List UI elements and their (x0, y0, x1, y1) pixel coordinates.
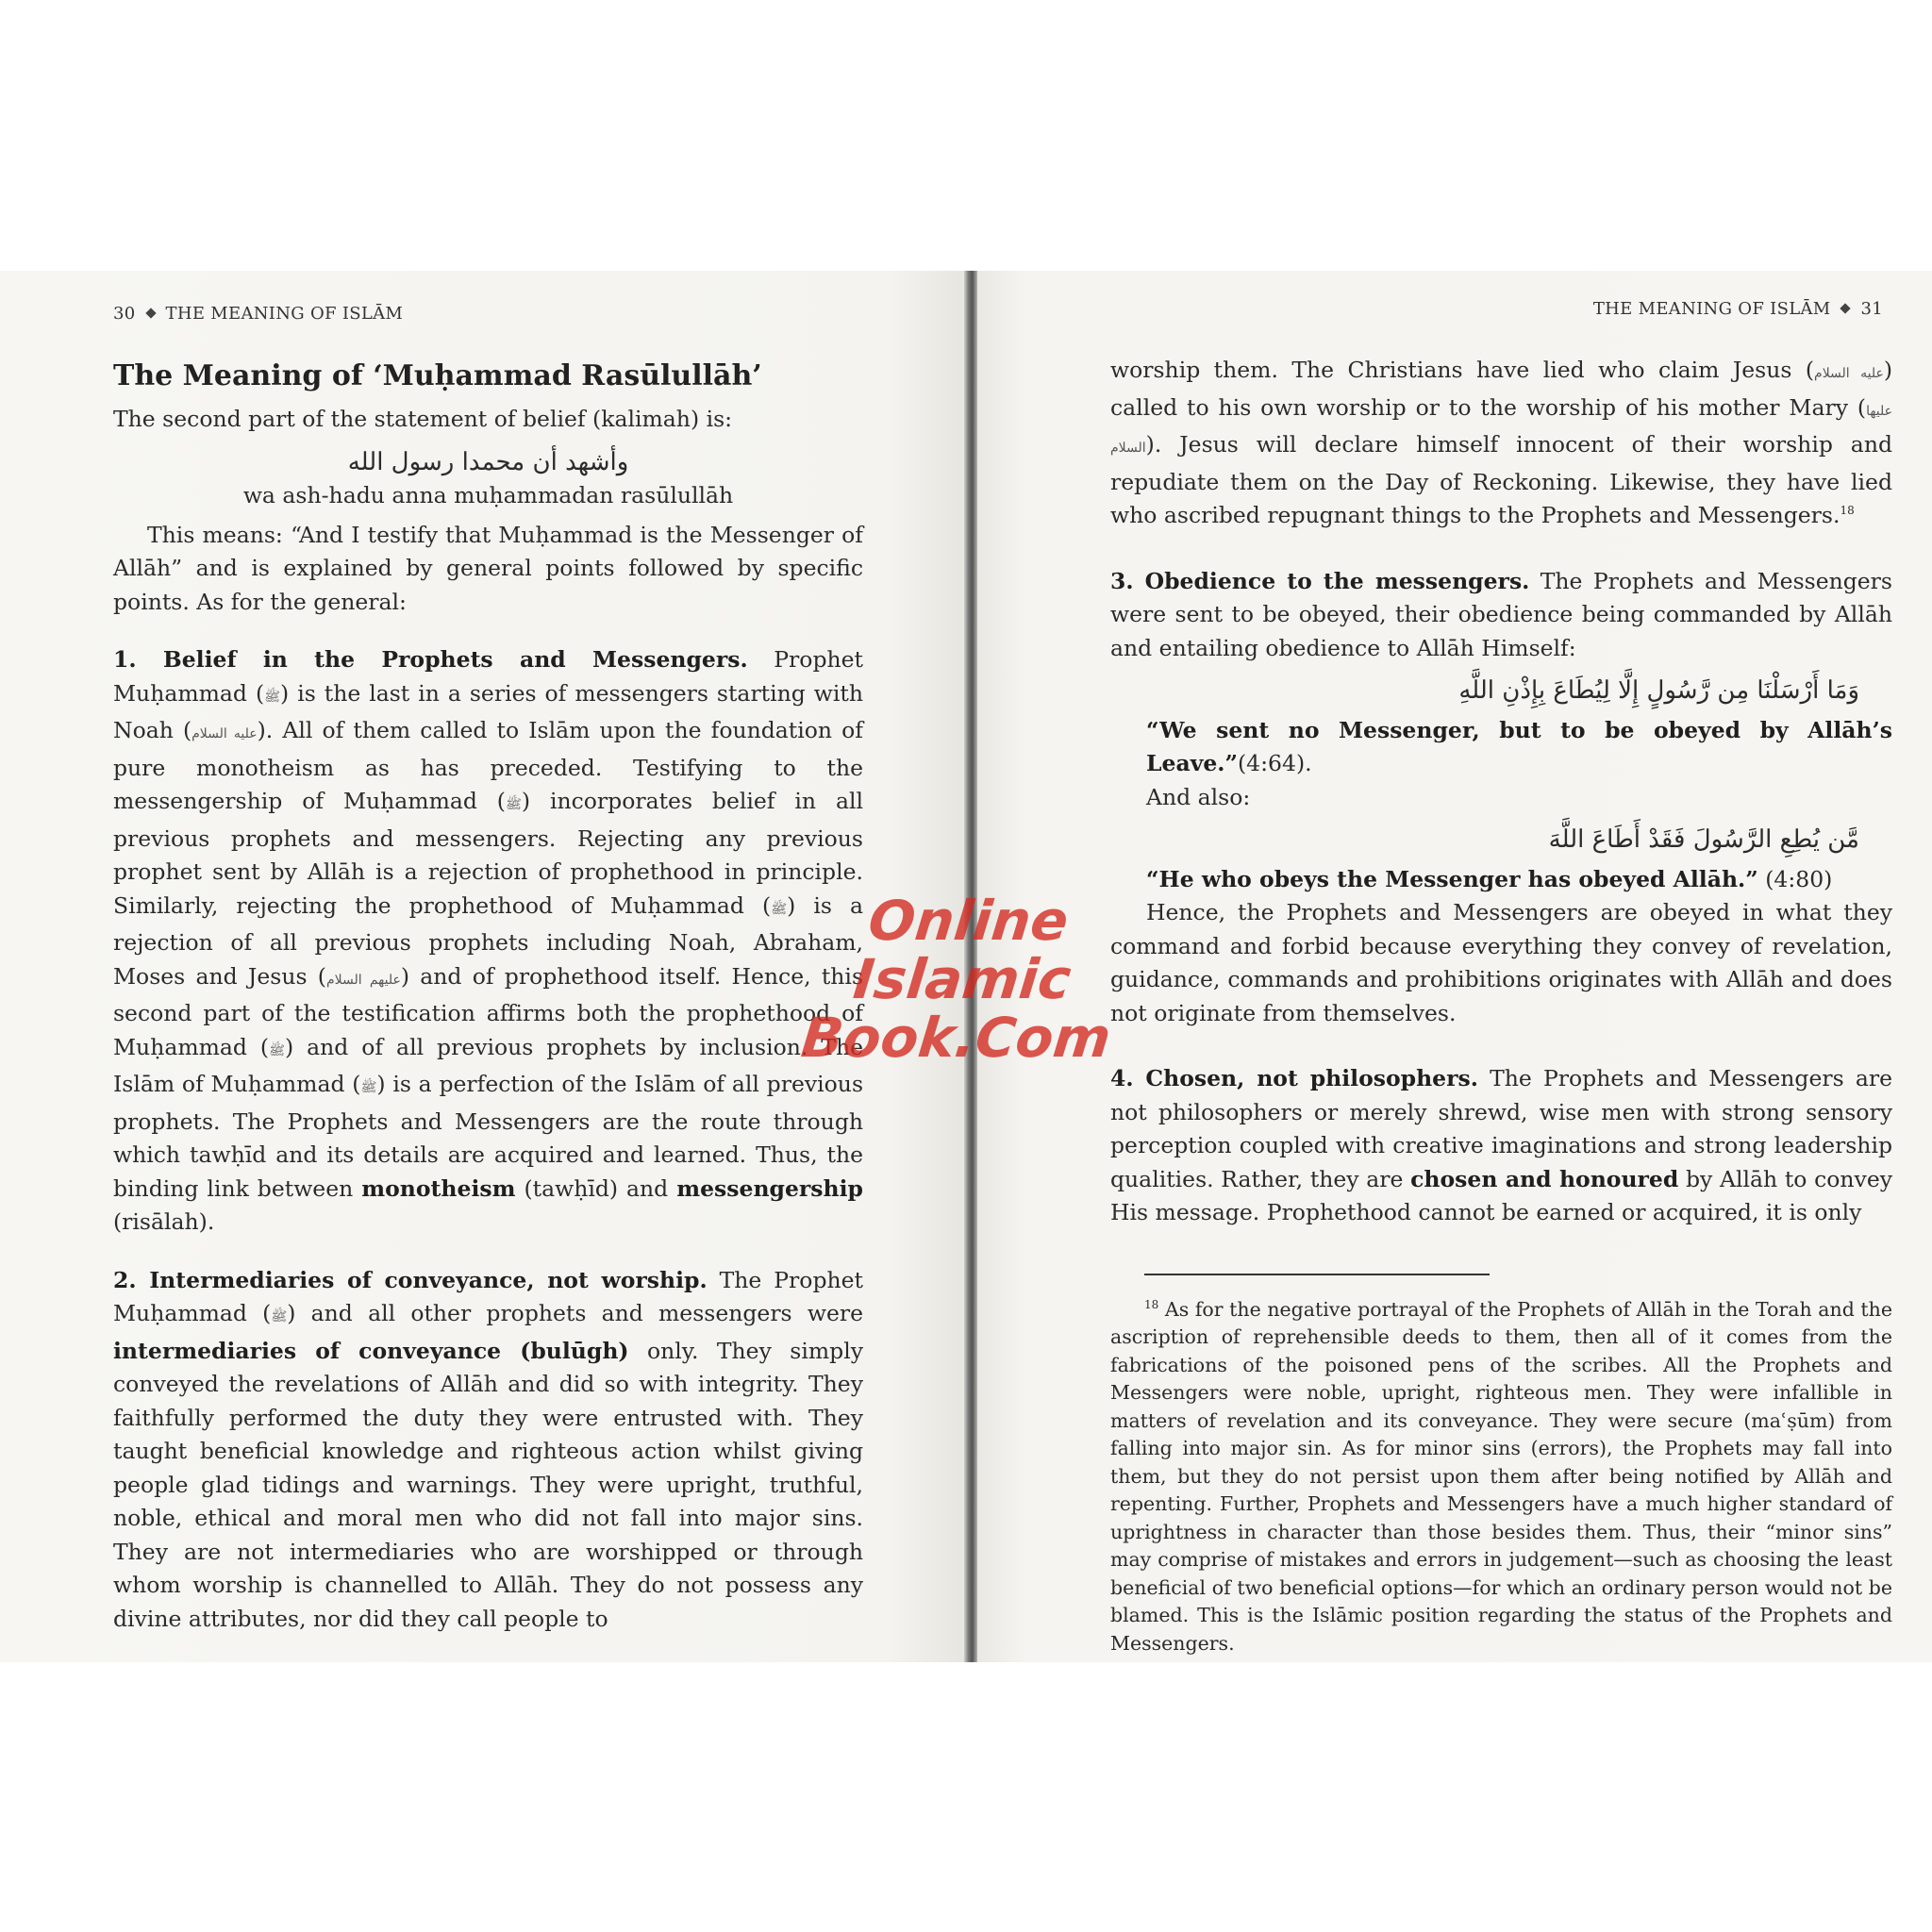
honorific-pbuh: ﷺ (271, 1309, 288, 1324)
left-column (113, 358, 863, 1636)
page-number: 30 (113, 304, 136, 324)
ayah-4-64-translation: “We sent no Messenger, but to be obeyed by Allāh’s Leave.”(4:64). (1146, 716, 1892, 776)
point-1-paragraph: 1. Belief in the Prophets and Messengers. Prophet Muḥammad (ﷺ) is the last in a series of messengers starting with Noah (عليه السلام). All of them called to Islām upon the foundation of pure monotheism as has preceded. Testifying to the messengership of Muḥammad (ﷺ) incorporates belief in all previous prophets and messengers. Rejecting any previous prophet sent by Allāh is a rejection of prophethood in principle. Similarly, rejecting the prophethood of Muḥammad (ﷺ) is a rejection of all previous prophets including Noah, Abraham, Moses and Jesus (عليهم السلام) and of prophethood itself. Hence, this second part of the testification affirms both the prophethood of Muḥammad (ﷺ) and of all previous prophets by inclusion. The Islām of Muḥammad (ﷺ) is a perfection of the Islām of all previous prophets. The Prophets and Messengers are the route through which tawḥīd and its details are acquired and learned. Thus, the binding link between monotheism (tawḥīd) and messengership (risālah). (113, 646, 864, 1235)
running-title: THE MEANING OF ISLĀM (1592, 299, 1831, 319)
honorific-pbuh: ﷺ (771, 901, 788, 917)
honorific-as: عليه السلام (1814, 366, 1884, 381)
continued-paragraph: worship them. The Christians have lied who claim Jesus (عليه السلام) called to his own worship or to the worship of his mother Mary (عليها السلام). Jesus will declare himself innocent of their worship and repudiate them on the Day of Reckoning. Likewise, they have lied who ascribed repugnant things to the Prophets and Messengers.$^{18}$ (1110, 357, 1892, 528)
watermark-line-2: Book.Com (798, 1006, 1114, 1070)
diamond-icon (1840, 303, 1851, 313)
watermark-line-1: Online Islamic (850, 889, 1074, 1011)
running-header-right (1593, 299, 1883, 319)
ayah-4-80-translation: “He who obeys the Messenger has obeyed Allāh.” (4:80) (1146, 865, 1833, 892)
footnote-number: 18 (1144, 1297, 1159, 1311)
transliteration: wa ash-hadu anna muḥammadan rasūlullāh (242, 482, 734, 508)
running-title: THE MEANING OF ISLĀM (165, 304, 404, 324)
honorific-pbuh: ﷺ (360, 1080, 377, 1095)
honorific-as: عليه السلام (192, 726, 258, 741)
footnote-ref[interactable]: 18 (1840, 504, 1855, 518)
obedience-explanation: Hence, the Prophets and Messengers are obeyed in what they command and forbid because everything they convey of revelation, guidance, commands and prohibitions originates with Allāh and does not originate from themselves. (1110, 899, 1892, 1026)
honorific-pbuh: ﷺ (505, 797, 522, 812)
diamond-icon (145, 308, 156, 318)
point-4-paragraph: 4. Chosen, not philosophers. The Prophets and Messengers are not philosophers or merely shrewd, wise men with strong sensory perception coupled with creative imaginations and strong leadership qualities. Rather, they are chosen and honoured by Allāh to convey His message. Prophethood cannot be earned or acquired, it is only (1110, 1065, 1892, 1225)
point-4-heading: 4. Chosen, not philosophers. (1110, 1065, 1478, 1091)
point-2-heading: 2. Intermediaries of conveyance, not worship. (113, 1266, 708, 1293)
meaning-paragraph: This means: “And I testify that Muḥammad is the Messenger of Allāh” and is explained by general points followed by specific points. As for the general: (113, 521, 863, 615)
section-heading: The Meaning of ‘Muḥammad Rasūlullāh’ (113, 359, 762, 392)
point-2-paragraph: 2. Intermediaries of conveyance, not worship. The Prophet Muḥammad (ﷺ) and all other prophets and messengers were intermediaries of conveyance (bulūgh) only. They simply conveyed the revelations of Allāh and did so with integrity. They faithfully performed the duty they were entrusted with. They taught beneficial knowledge and righteous action whilst giving people glad tidings and warnings. They were upright, truthful, noble, ethical and moral men who did not fall into major sins. They are not intermediaries who are worshipped or through whom worship is channelled to Allāh. They do not possess any divine attributes, nor did they call people to (113, 1266, 863, 1632)
footnote-divider (1144, 1274, 1490, 1275)
honorific-pbuh: ﷺ (264, 689, 281, 705)
point-1-heading: 1. Belief in the Prophets and Messengers. (113, 646, 748, 673)
honorific-pbuh: ﷺ (269, 1042, 286, 1058)
honorific-asm: عليهم السلام (325, 972, 401, 988)
watermark (745, 889, 1179, 1070)
honorific-asf: عليها السلام (1110, 403, 1892, 456)
ayah-4-80-arabic: مَّن يُطِعِ الرَّسُولَ فَقَدْ أَطَاعَ اللَّهَ (1548, 825, 1859, 854)
running-header-left (113, 304, 403, 324)
intro-text: The second part of the statement of belief (kalimah) is: (113, 406, 733, 432)
right-column (1110, 354, 1892, 1657)
and-also-text: And also: (1146, 783, 1251, 810)
point-3-heading: 3. Obedience to the messengers. (1110, 567, 1530, 594)
page-number: 31 (1860, 299, 1883, 319)
footnote-18: $^{18}$ As for the negative portrayal of the Prophets of Allāh in the Torah and the ascription of reprehensible deeds to them, then all of it comes from the fabrications of the poisoned pens of the scribes. All the Prophets and Messengers were noble, upright, righteous men. They were infallible in matters of revelation and its conveyance. They were secure (maʿṣūm) from falling into major sin. As for minor sins (errors), the Prophets may fall into them, but they do not persist upon them after being notified by Allāh and repenting. Further, Prophets and Messengers have a much higher standard of uprightness in character than those besides them. Thus, their “minor sins” may comprise of mistakes and errors in judgement—such as choosing the least beneficial of two beneficial options—for which an ordinary person would not be blamed. This is the Islāmic position regarding the status of the Prophets and Messengers. (1110, 1297, 1892, 1655)
point-3-paragraph: 3. Obedience to the messengers. The Prophets and Messengers were sent to be obeyed, their obedience being commanded by Allāh and entailing obedience to Allāh Himself: (1110, 567, 1892, 661)
ayah-4-64-arabic: وَمَا أَرْسَلْنَا مِن رَّسُولٍ إِلَّا لِيُطَاعَ بِإِذْنِ اللَّهِ (1458, 676, 1859, 705)
arabic-kalimah: وأشهد أن محمدا رسول الله (347, 447, 629, 476)
